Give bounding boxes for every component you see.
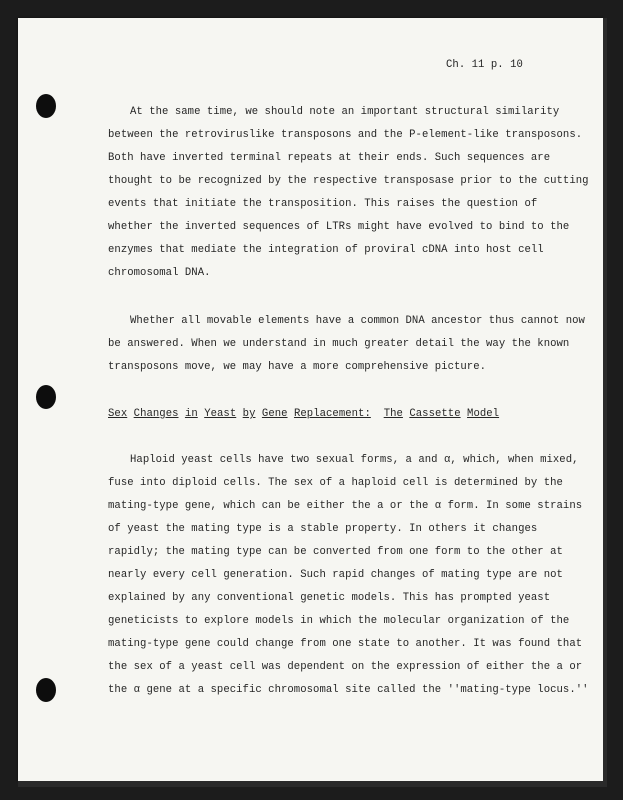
heading-word: Replacement:: [293, 408, 371, 420]
paragraph3-line: geneticists to explore models in which the molecular organization of the: [108, 615, 570, 627]
paragraph1-line: between the retroviruslike transposons and the P-element-like transposons.: [108, 129, 583, 141]
paragraph1-line: whether the inverted sequences of LTRs might have evolved to bind to the: [108, 221, 570, 233]
page-edge-bottom: [18, 781, 607, 787]
heading-word: Cassette: [409, 408, 461, 420]
heading-word: Model: [467, 408, 500, 420]
paragraph3-line: of yeast the mating type is a stable property. In others it changes: [108, 523, 538, 535]
paragraph3-line: mating-type gene could change from one state to another. It was found that: [108, 638, 583, 650]
paragraph3-line: the α gene at a specific chromosomal site called the ''mating-type locus.'': [108, 684, 589, 696]
paragraph3-line: Haploid yeast cells have two sexual forms, a and α, which, when mixed,: [130, 454, 579, 466]
paragraph3-line: nearly every cell generation. Such rapid changes of mating type are not: [108, 569, 563, 581]
paragraph3-line: fuse into diploid cells. The sex of a haploid cell is determined by the: [108, 477, 563, 489]
heading-word: Gene: [261, 408, 288, 420]
paragraph2-line: Whether all movable elements have a common DNA ancestor thus cannot now: [130, 315, 585, 327]
paragraph1-line: At the same time, we should note an important structural similarity: [130, 106, 560, 118]
section-heading: [108, 408, 499, 420]
paragraph1-line: enzymes that mediate the integration of proviral cDNA into host cell: [108, 244, 544, 256]
paragraph1-line: events that initiate the transposition. This raises the question of: [108, 198, 538, 210]
heading-word: Yeast: [204, 408, 237, 420]
heading-word: in: [184, 408, 198, 420]
paragraph1-line: chromosomal DNA.: [108, 267, 211, 279]
paragraph2-line: be answered. When we understand in much greater detail the way the known: [108, 338, 570, 350]
heading-word: Changes: [133, 408, 179, 420]
heading-word: Sex: [108, 408, 128, 420]
binder-hole-bottom: [36, 678, 56, 702]
heading-word: The: [383, 408, 403, 420]
paragraph2-line: transposons move, we may have a more comprehensive picture.: [108, 361, 487, 373]
paragraph3-line: the sex of a yeast cell was dependent on the expression of either the a or: [108, 661, 583, 673]
paragraph3-line: mating-type gene, which can be either the a or the α form. In some strains: [108, 500, 583, 512]
paragraph1-line: thought to be recognized by the respective transposase prior to the cutting: [108, 175, 589, 187]
binder-hole-top: [36, 94, 56, 118]
page-edge-right: [603, 18, 607, 781]
paragraph1-line: Both have inverted terminal repeats at their ends. Such sequences are: [108, 152, 551, 164]
paragraph3-line: rapidly; the mating type can be converted from one form to the other at: [108, 546, 563, 558]
page-header: Ch. 11 p. 10: [446, 59, 523, 71]
paragraph3-line: explained by any conventional genetic models. This has prompted yeast: [108, 592, 551, 604]
heading-word: by: [242, 408, 256, 420]
binder-hole-middle: [36, 385, 56, 409]
